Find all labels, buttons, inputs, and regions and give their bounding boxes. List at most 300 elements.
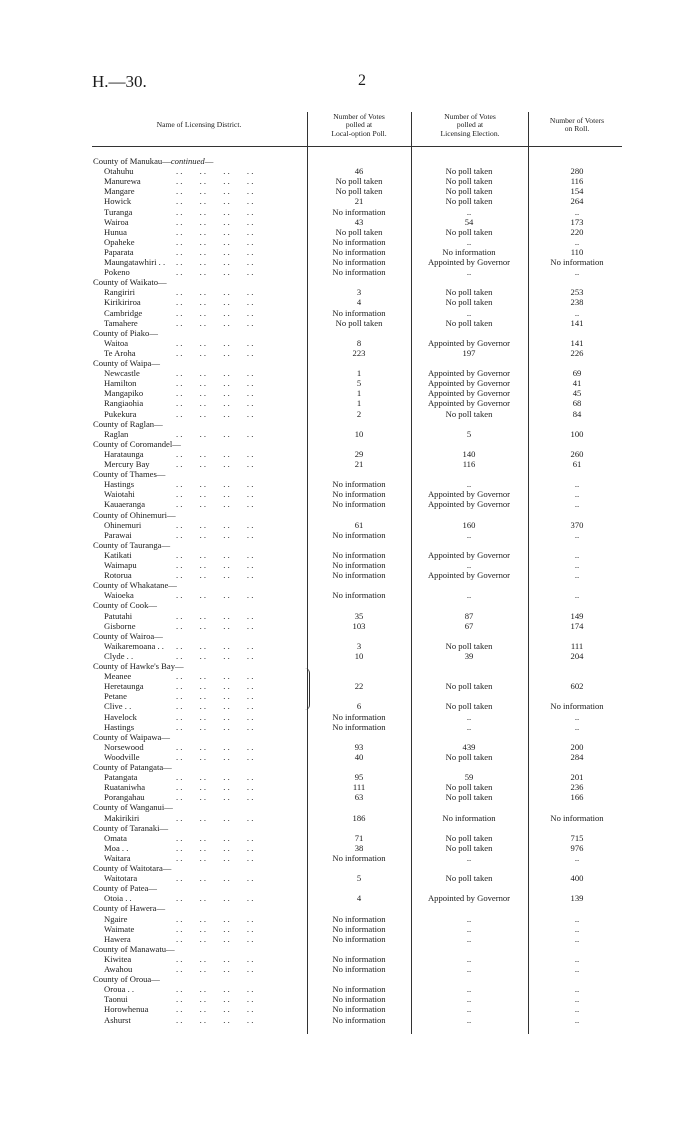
local-option-votes: 43: [354, 216, 364, 227]
table-row: [0, 671, 700, 681]
local-option-votes: No information: [332, 206, 386, 217]
county-heading-row: [0, 277, 700, 287]
district-name: Taonui: [104, 994, 128, 1005]
voters-on-roll: ..: [574, 852, 580, 863]
district-name: Cambridge: [104, 307, 143, 318]
local-option-votes: No information: [332, 1004, 386, 1015]
licensing-votes: Appointed by Governor: [427, 398, 511, 409]
table-row: [0, 196, 700, 206]
licensing-votes: ..: [466, 590, 472, 601]
district-name: Waioeka: [104, 590, 134, 601]
table-row: [0, 247, 700, 257]
county-heading-row: [0, 944, 700, 954]
table-row: [0, 560, 700, 570]
county-name: County of Raglan—: [93, 418, 163, 429]
voters-on-roll: ..: [574, 711, 580, 722]
voters-on-roll: ..: [574, 923, 580, 934]
voters-on-roll: 602: [570, 681, 584, 692]
table-row: [0, 479, 700, 489]
voters-on-roll: ..: [574, 964, 580, 974]
licensing-votes: Appointed by Governor: [427, 257, 511, 267]
page-number: 2: [358, 72, 366, 89]
licensing-votes: ..: [466, 953, 472, 964]
licensing-votes: No poll taken: [445, 681, 493, 692]
county-name: County of Whakatane—: [93, 580, 177, 591]
licensing-votes: No poll taken: [445, 873, 493, 884]
leader-dots: . . . . . . . .: [176, 388, 254, 399]
licensing-votes: 197: [462, 347, 476, 358]
district-name: Havelock: [104, 711, 137, 722]
leader-dots: . . . . . . . .: [176, 812, 254, 823]
local-option-votes: No information: [332, 489, 386, 500]
licensing-votes: No poll taken: [445, 287, 493, 298]
voters-on-roll: 41: [572, 378, 582, 389]
table-row: [0, 429, 700, 439]
county-name: County of Manukau—continued—: [93, 156, 214, 166]
local-option-votes: 21: [354, 459, 364, 469]
leader-dots: . . . . . . . .: [176, 701, 254, 712]
leader-dots: . . . . . . . .: [176, 620, 254, 631]
district-name: Rangiaohia: [104, 398, 144, 409]
voters-on-roll: ..: [574, 499, 580, 510]
table-row: [0, 934, 700, 944]
local-option-votes: No information: [332, 479, 386, 490]
voters-on-roll: 264: [570, 196, 584, 207]
voters-on-roll: ..: [574, 529, 580, 540]
leader-dots: . . . . . . . .: [176, 650, 254, 661]
table-row: [0, 237, 700, 247]
leader-dots: . . . . . . . .: [176, 398, 254, 409]
district-name: Parawai: [104, 529, 132, 540]
county-heading-row: [0, 358, 700, 368]
licensing-votes: No poll taken: [445, 408, 493, 419]
local-option-votes: No information: [332, 852, 386, 863]
leader-dots: . . . . . . . .: [176, 933, 254, 944]
table-row: [0, 914, 700, 924]
local-option-votes: No information: [332, 499, 386, 510]
licensing-votes: ..: [466, 307, 472, 318]
leader-dots: . . . . . . . .: [176, 671, 254, 682]
local-option-votes: No information: [332, 721, 386, 732]
district-name: Ngaire: [104, 913, 128, 924]
county-name: County of Wairoa—: [93, 630, 163, 641]
leader-dots: . . . . . . . .: [176, 499, 254, 510]
district-name: Rotorua: [104, 570, 132, 581]
voters-on-roll: 253: [570, 287, 584, 298]
local-option-votes: 63: [354, 792, 364, 803]
licensing-votes: No poll taken: [445, 186, 493, 197]
column-header-licensing-line: Number of Votes: [444, 112, 496, 121]
leader-dots: . . . . . . . .: [176, 994, 254, 1005]
licensing-votes: No information: [442, 246, 496, 257]
local-option-votes: 4: [356, 297, 362, 308]
county-name: County of Ohinemuri—: [93, 509, 176, 520]
table-row: [0, 954, 700, 964]
column-header-voters-line: Number of Voters: [549, 116, 605, 125]
table-row: [0, 186, 700, 196]
district-name: Oroua . .: [104, 984, 135, 995]
column-header-licensing-line: Licensing Election.: [440, 128, 500, 138]
table-row: [0, 459, 700, 469]
voters-on-roll: 173: [570, 216, 584, 227]
district-name: Awahou: [104, 964, 133, 974]
licensing-votes: 439: [462, 741, 476, 752]
voters-on-roll: ..: [574, 953, 580, 964]
district-name: Waimate: [104, 923, 135, 934]
district-name: Ruataniwha: [104, 782, 146, 793]
table-row: [0, 712, 700, 722]
district-name: Heretaunga: [104, 681, 144, 692]
local-option-votes: No information: [332, 1014, 386, 1025]
local-option-votes: No poll taken: [335, 186, 383, 197]
leader-dots: . . . . . . . .: [176, 246, 254, 257]
voters-on-roll: 149: [570, 610, 584, 621]
district-name: Wairoa: [104, 216, 129, 227]
local-option-votes: 1: [356, 398, 362, 409]
county-name: County of Patea—: [93, 883, 157, 894]
leader-dots: . . . . . . . .: [176, 953, 254, 964]
voters-on-roll: 976: [570, 842, 584, 853]
local-option-votes: 1: [356, 368, 362, 379]
document-id: H.—30.: [92, 72, 147, 91]
licensing-votes: ..: [466, 933, 472, 944]
table-row: [0, 782, 700, 792]
voters-on-roll: ..: [574, 1014, 580, 1025]
voters-on-roll: 141: [570, 337, 584, 348]
county-heading-row: [0, 762, 700, 772]
voters-on-roll: 141: [570, 317, 584, 328]
voters-on-roll: ..: [574, 984, 580, 995]
district-name: Paparata: [104, 246, 134, 257]
leader-dots: . . . . . . . .: [176, 792, 254, 803]
district-name: Ohinemuri: [104, 519, 142, 530]
voters-on-roll: 226: [570, 347, 584, 358]
county-heading-row: [0, 580, 700, 590]
licensing-votes: No poll taken: [445, 317, 493, 328]
leader-dots: . . . . . . . .: [176, 964, 254, 974]
licensing-votes: 54: [464, 216, 474, 227]
voters-on-roll: 400: [570, 873, 584, 884]
licensing-votes: 5: [466, 428, 472, 439]
table-row: [0, 489, 700, 499]
table-row: [0, 176, 700, 186]
licensing-votes: No poll taken: [445, 701, 493, 712]
leader-dots: . . . . . . . .: [176, 721, 254, 732]
leader-dots: . . . . . . . .: [176, 873, 254, 884]
county-heading-row: [0, 823, 700, 833]
leader-dots: . . . . . . . .: [176, 216, 254, 227]
county-heading-row: [0, 732, 700, 742]
leader-dots: . . . . . . . .: [176, 519, 254, 530]
local-option-votes: 4: [356, 893, 362, 904]
local-option-votes: 38: [354, 842, 364, 853]
district-name: Manurewa: [104, 176, 141, 187]
local-option-votes: No information: [332, 590, 386, 601]
voters-on-roll: 84: [572, 408, 582, 419]
voters-on-roll: 220: [570, 226, 584, 237]
table-row: [0, 752, 700, 762]
table-row: [0, 1004, 700, 1014]
voters-on-roll: 111: [570, 640, 584, 651]
leader-dots: . . . . . . . .: [176, 337, 254, 348]
table-row: [0, 166, 700, 176]
local-option-votes: 46: [354, 166, 364, 177]
local-option-votes: No information: [332, 529, 386, 540]
county-heading-row: [0, 883, 700, 893]
licensing-votes: ..: [466, 852, 472, 863]
leader-dots: . . . . . . . .: [176, 236, 254, 247]
leader-dots: . . . . . . . .: [176, 610, 254, 621]
table-row: [0, 257, 700, 267]
table-row: [0, 611, 700, 621]
leader-dots: . . . . . . . .: [176, 570, 254, 581]
table-row: [0, 833, 700, 843]
table-row: [0, 570, 700, 580]
table-row: [0, 742, 700, 752]
county-name: County of Waipawa—: [93, 731, 170, 742]
local-option-votes: 3: [356, 640, 362, 651]
district-name: Waitotara: [104, 873, 138, 884]
leader-dots: . . . . . . . .: [176, 590, 254, 601]
table-row: [0, 792, 700, 802]
district-name: Clive . .: [104, 701, 132, 712]
district-name: Petane: [104, 691, 127, 702]
licensing-votes: 59: [464, 772, 474, 783]
voters-on-roll: ..: [574, 1004, 580, 1015]
local-option-votes: 10: [354, 428, 364, 439]
local-option-votes: 2: [356, 408, 362, 419]
table-row: [0, 853, 700, 863]
table-row: [0, 550, 700, 560]
table-row: [0, 893, 700, 903]
voters-on-roll: ..: [574, 549, 580, 560]
local-option-votes: 35: [354, 610, 364, 621]
licensing-votes: ..: [466, 1004, 472, 1015]
table-row: [0, 641, 700, 651]
local-option-votes: 111: [352, 782, 366, 793]
county-name: County of Wanganui—: [93, 802, 173, 813]
local-option-votes: No information: [332, 267, 386, 278]
local-option-votes: 223: [352, 347, 366, 358]
table-row: [0, 267, 700, 277]
county-heading-row: [0, 439, 700, 449]
voters-on-roll: 100: [570, 428, 584, 439]
voters-on-roll: ..: [574, 267, 580, 278]
table-row: [0, 1015, 700, 1025]
table-row: [0, 984, 700, 994]
local-option-votes: No poll taken: [335, 176, 383, 187]
local-option-votes: No information: [332, 933, 386, 944]
column-header-local-line: Local-option Poll.: [331, 128, 387, 138]
leader-dots: . . . . . . . .: [176, 852, 254, 863]
leader-dots: . . . . . . . .: [176, 549, 254, 560]
leader-dots: . . . . . . . .: [176, 1004, 254, 1015]
district-name: Waitoa: [104, 337, 129, 348]
county-name: County of Tauranga—: [93, 539, 171, 550]
table-row: [0, 398, 700, 408]
local-option-votes: No poll taken: [335, 317, 383, 328]
county-name: County of Patangata—: [93, 762, 172, 772]
licensing-votes: No poll taken: [445, 226, 493, 237]
table-row: [0, 287, 700, 297]
leader-dots: . . . . . . . .: [176, 166, 254, 177]
district-name: Katikati: [104, 549, 132, 560]
voters-on-roll: 260: [570, 448, 584, 459]
licensing-votes: No poll taken: [445, 640, 493, 651]
voters-on-roll: No information: [550, 812, 604, 823]
licensing-votes: Appointed by Governor: [427, 570, 511, 581]
table-row: [0, 368, 700, 378]
leader-dots: . . . . . . . .: [176, 691, 254, 702]
licensing-votes: No poll taken: [445, 782, 493, 793]
table-row: [0, 701, 700, 711]
licensing-votes: 140: [462, 448, 476, 459]
leader-dots: . . . . . . . .: [176, 711, 254, 722]
table-row: [0, 217, 700, 227]
district-name: Rangiriri: [104, 287, 136, 298]
leader-dots: . . . . . . . .: [176, 479, 254, 490]
local-option-votes: 22: [354, 681, 364, 692]
district-name: Woodville: [104, 751, 140, 762]
county-heading-row: [0, 903, 700, 913]
licensing-votes: ..: [466, 529, 472, 540]
leader-dots: . . . . . . . .: [176, 681, 254, 692]
district-name: Hunua: [104, 226, 127, 237]
local-option-votes: No information: [332, 984, 386, 995]
column-header-licensing-line: polled at: [456, 120, 484, 130]
table-row: [0, 338, 700, 348]
leader-dots: . . . . . . . .: [176, 226, 254, 237]
voters-on-roll: ..: [574, 933, 580, 944]
county-name: County of Cook—: [93, 600, 157, 611]
table-row: [0, 772, 700, 782]
column-header-local-line: polled at: [345, 120, 373, 130]
voters-on-roll: 236: [570, 782, 584, 793]
local-option-votes: No information: [332, 257, 386, 267]
county-name: County of Coromandel—: [93, 438, 181, 449]
local-option-votes: No information: [332, 549, 386, 560]
district-name: Gisborne: [104, 620, 136, 631]
local-option-votes: No information: [332, 307, 386, 318]
licensing-votes: ..: [466, 267, 472, 278]
county-name: County of Hawke's Bay—: [93, 661, 184, 671]
district-name: Newcastle: [104, 368, 140, 379]
district-name: Clyde . .: [104, 650, 134, 661]
licensing-votes: ..: [466, 236, 472, 247]
local-option-votes: 186: [352, 812, 366, 823]
leader-dots: . . . . . . . .: [176, 842, 254, 853]
leader-dots: . . . . . . . .: [176, 893, 254, 904]
voters-on-roll: No information: [550, 257, 604, 267]
local-option-votes: 40: [354, 751, 364, 762]
voters-on-roll: 204: [570, 650, 584, 661]
county-heading-row: [0, 469, 700, 479]
district-name: Pukekura: [104, 408, 137, 419]
voters-on-roll: ..: [574, 489, 580, 500]
county-name: County of Taranaki—: [93, 822, 169, 833]
voters-on-roll: 284: [570, 751, 584, 762]
table-row: [0, 621, 700, 631]
local-option-votes: 10: [354, 650, 364, 661]
county-heading-row: [0, 156, 700, 166]
table-row: [0, 813, 700, 823]
voters-on-roll: 154: [570, 186, 584, 197]
table-row: [0, 308, 700, 318]
district-name: Hawera: [104, 933, 131, 944]
column-header-district: Name of Licensing District.: [156, 120, 242, 129]
licensing-votes: 87: [464, 610, 474, 621]
voters-on-roll: ..: [574, 721, 580, 732]
leader-dots: . . . . . . . .: [176, 428, 254, 439]
local-option-votes: No information: [332, 923, 386, 934]
table-row: [0, 207, 700, 217]
voters-on-roll: 201: [570, 772, 584, 783]
voters-on-roll: ..: [574, 994, 580, 1005]
voters-on-roll: 280: [570, 166, 584, 177]
district-name: Meanee: [104, 671, 132, 682]
leader-dots: . . . . . . . .: [176, 408, 254, 419]
leader-dots: . . . . . . . .: [176, 287, 254, 298]
leader-dots: . . . . . . . .: [176, 307, 254, 318]
district-name: Harataunga: [104, 448, 144, 459]
county-name: County of Manawatu—: [93, 943, 175, 954]
licensing-votes: ..: [466, 560, 472, 570]
licensing-votes: ..: [466, 984, 472, 995]
leader-dots: . . . . . . . .: [176, 913, 254, 924]
county-name: County of Piako—: [93, 327, 158, 338]
district-name: Pokeno: [104, 267, 130, 278]
licensing-votes: No poll taken: [445, 751, 493, 762]
district-name: Makirikiri: [104, 812, 140, 823]
district-name: Mangare: [104, 186, 135, 197]
table-row: [0, 843, 700, 853]
licensing-votes: No poll taken: [445, 842, 493, 853]
district-name: Mangapiko: [104, 388, 144, 399]
voters-on-roll: ..: [574, 236, 580, 247]
licensing-votes: 160: [462, 519, 476, 530]
table-row: [0, 499, 700, 509]
licensing-votes: No poll taken: [445, 176, 493, 187]
voters-on-roll: 68: [572, 398, 582, 409]
leader-dots: . . . . . . . .: [176, 206, 254, 217]
licensing-votes: 67: [464, 620, 474, 631]
licensing-votes: Appointed by Governor: [427, 893, 511, 904]
local-option-votes: No information: [332, 964, 386, 974]
licensing-votes: ..: [466, 923, 472, 934]
licensing-votes: 39: [464, 650, 474, 661]
district-name: Maungatawhiri . .: [104, 257, 166, 267]
district-name: Howick: [104, 196, 132, 207]
leader-dots: . . . . . . . .: [176, 347, 254, 358]
district-name: Te Aroha: [104, 347, 136, 358]
leader-dots: . . . . . . . .: [176, 832, 254, 843]
district-name: Waimapu: [104, 560, 137, 570]
leader-dots: . . . . . . . .: [176, 560, 254, 570]
district-name: Kirikiriroa: [104, 297, 141, 308]
licensing-votes: ..: [466, 964, 472, 974]
local-option-votes: No information: [332, 994, 386, 1005]
county-heading-row: [0, 328, 700, 338]
county-name: County of Waipa—: [93, 358, 160, 368]
county-name: County of Waitotara—: [93, 863, 172, 873]
table-row: [0, 994, 700, 1004]
table-row: [0, 388, 700, 398]
voters-on-roll: 370: [570, 519, 584, 530]
table-row: [0, 409, 700, 419]
county-heading-row: [0, 631, 700, 641]
voters-on-roll: 174: [570, 620, 584, 631]
county-heading-row: [0, 600, 700, 610]
